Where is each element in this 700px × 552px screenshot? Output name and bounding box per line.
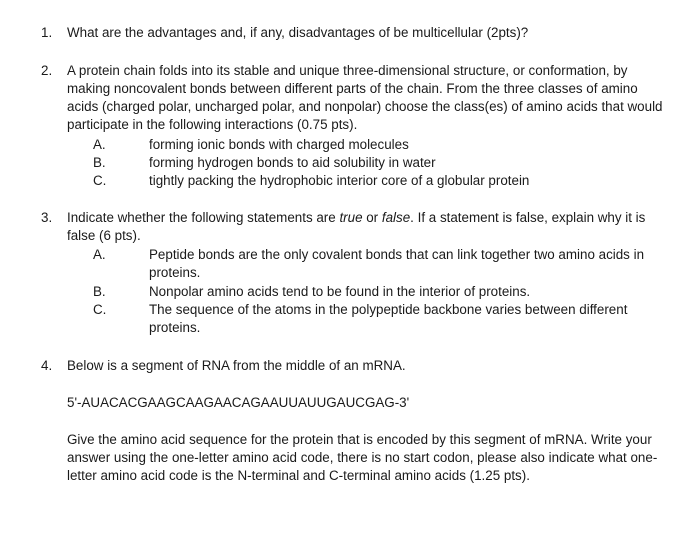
question-3-number: 3.	[41, 210, 53, 225]
question-4-instructions: Give the amino acid sequence for the protein that is encoded by this segment of mRNA. Write your answer using the one-letter amino acid code, there is no start codon, please also indicate what one-letter amino acid code is the N-terminal and C-terminal amino acids (1.25 pts).	[67, 432, 658, 483]
item-letter: B.	[93, 284, 106, 299]
item-letter: A.	[93, 137, 106, 152]
question-3-text-part: or	[362, 210, 382, 225]
question-4-text: Below is a segment of RNA from the middle of an mRNA.	[67, 358, 406, 373]
item-text: tightly packing the hydrophobic interior core of a globular protein	[149, 173, 530, 188]
false-word: false	[381, 210, 411, 225]
question-3-text	[67, 209, 667, 245]
item-letter: B.	[93, 155, 106, 170]
item-letter: A.	[93, 247, 106, 262]
item-letter: C.	[93, 302, 107, 317]
item-text: The sequence of the atoms in the polypeptide backbone varies between different proteins.	[149, 302, 628, 335]
question-2-number: 2.	[41, 63, 53, 78]
question-1-number: 1.	[41, 25, 53, 40]
question-1-text: What are the advantages and, if any, disadvantages of be multicellular (2pts)?	[67, 25, 529, 40]
rna-sequence: 5'-AUACACGAAGCAAGAACAGAAUUAUUGAUCGAG-3'	[67, 395, 410, 410]
question-4-number: 4.	[41, 358, 53, 373]
question-2-text: A protein chain folds into its stable and unique three-dimensional structure, or conformation, by making noncovalent bonds between different parts of the chain. From the three classes of amino acids (charged polar, uncharged polar, and nonpolar) choose the class(es) of amino acids that would participate in the following interactions (0.75 pts).	[67, 63, 663, 132]
item-text: Nonpolar amino acids tend to be found in the interior of proteins.	[149, 284, 531, 299]
item-text: Peptide bonds are the only covalent bonds that can link together two amino acids in proteins.	[149, 247, 645, 280]
true-word: true	[339, 210, 363, 225]
question-3-text-part: . If a statement is false, explain why it is false (6 pts).	[67, 210, 646, 243]
item-letter: C.	[93, 173, 107, 188]
question-3-text-part: Indicate whether the following statements are	[67, 210, 340, 225]
item-text: forming hydrogen bonds to aid solubility in water	[149, 155, 436, 170]
item-text: forming ionic bonds with charged molecules	[149, 137, 409, 152]
